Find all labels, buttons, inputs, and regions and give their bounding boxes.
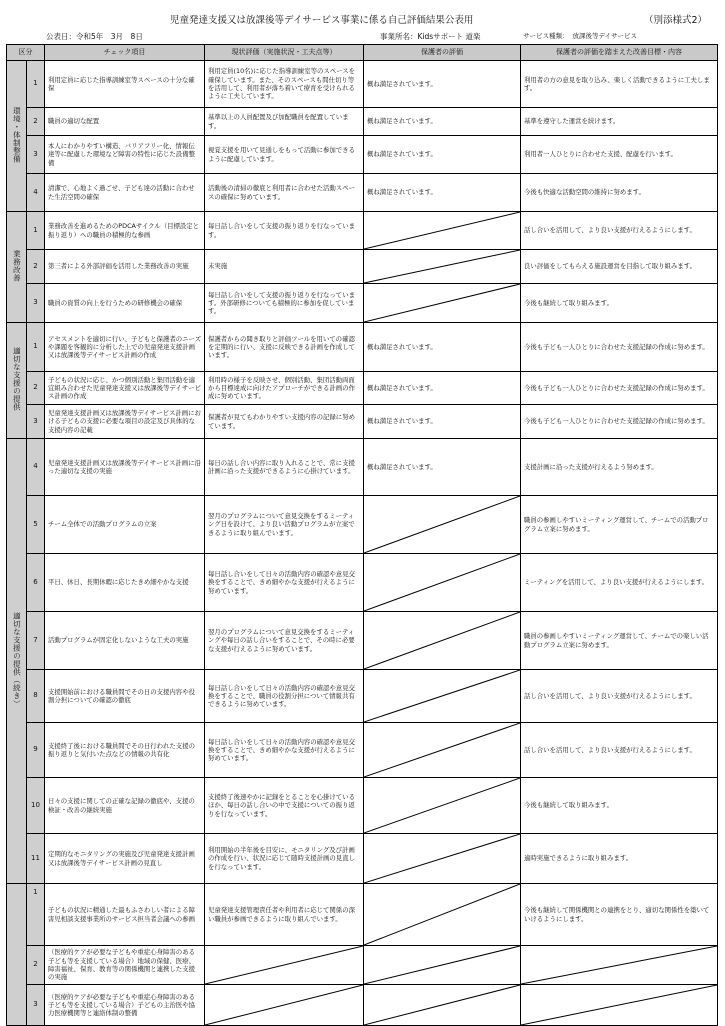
diagonal-slash-icon (364, 284, 520, 322)
table-row (7, 250, 718, 284)
improvement-goal: 利用者の方の意見を取り込み、楽しく活動できるように工夫します。 (521, 61, 718, 108)
guardian-evaluation-empty (364, 612, 521, 670)
improvement-goal: 今後も子ども一人ひとりに合わせた支援記録の作成に努めます。 (521, 405, 718, 439)
guardian-evaluation-empty (364, 212, 521, 250)
improvement-goal: 今後も継続して取り組みます。 (521, 284, 718, 323)
diagonal-slash-icon (364, 985, 520, 1025)
published-label: 公表日： (46, 32, 76, 41)
improvement-goal: 今後も快適な活動空間の維持に努めます。 (521, 174, 718, 212)
table-row (7, 108, 718, 136)
table-row (7, 778, 718, 834)
office-value: Kidsサポート 道楽 (417, 32, 481, 41)
check-item: 子どもの状況に精通した最もふさわしい者による障害児相談支援事業所のサービス担当者会議への参画 (45, 884, 205, 946)
table-row (7, 405, 718, 439)
category-cell-empty (7, 884, 27, 1026)
row-number: 2 (27, 250, 45, 284)
check-item: 平日、休日、長期休暇に応じたきめ細やかな支援 (45, 554, 205, 612)
current-evaluation: 毎日話し合いをして支援の振り返りを行なっています。 (205, 212, 364, 250)
improvement-goal: ミーティングを活用して、より良い支援が行えるようにします。 (521, 554, 718, 612)
check-item: チーム全体での活動プログラムの立案 (45, 496, 205, 554)
improvement-goal: 職員の参画しやすいミーティング運営して、チームでの活動プログラム立案に努めます。 (521, 496, 718, 554)
diagonal-slash-icon (205, 985, 363, 1025)
improvement-goal: 話し合いを活用して、より良い支援が行えるようにします。 (521, 212, 718, 250)
check-item: 活動プログラムが固定化しないような工夫の実施 (45, 612, 205, 670)
guardian-evaluation: 概ね満足されています。 (364, 405, 521, 439)
table-row (7, 723, 718, 778)
category-cell (7, 439, 27, 884)
guardian-evaluation: 概ね満足されています。 (364, 372, 521, 405)
guardian-evaluation-empty (364, 496, 521, 554)
diagonal-slash-icon (364, 834, 520, 883)
improvement-goal-empty (521, 946, 718, 985)
current-evaluation: 支援終了後速やかに記録をとることを心掛けているほか、毎日の話し合いの中で支援についての振り返りを行なっています。 (205, 778, 364, 834)
document-meta (0, 31, 725, 43)
diagonal-slash-icon (364, 496, 520, 553)
row-number: 10 (27, 778, 45, 834)
document-title: 児童発達支援又は放課後等デイサービス事業に係る自己評価結果公表用 (170, 15, 474, 26)
current-evaluation: 保護者が見てもわかりやすい支援内容の記録に努めています。 (205, 405, 364, 439)
check-item: 職員の資質の向上を行うための研修機会の確保 (45, 284, 205, 323)
diagonal-slash-icon (364, 554, 520, 611)
improvement-goal: 話し合いを活用して、より良い支援が行えるようにします。 (521, 670, 718, 723)
current-evaluation: 毎日話し合いをして日々の活動内容の確認や意見交換をすることで、職員の役割分担について情報共有できるように努めています。 (205, 670, 364, 723)
current-evaluation: 毎日話し合いをして日々の活動内容の確認や意見交換をすることで、きめ細やかな支援が行えるように努めています。 (205, 554, 364, 612)
row-number: 2 (27, 108, 45, 136)
guardian-evaluation: 概ね満足されています。 (364, 61, 521, 108)
table-row (7, 372, 718, 405)
improvement-goal: 職員の参画しやすいミーティング運営して、チームでの楽しい活動プログラム立案に努めます。 (521, 612, 718, 670)
improvement-goal: 今後も継続して関係機関との連携をとり、適切な関係性を築いていけるようにします。 (521, 884, 718, 946)
row-number: 3 (27, 136, 45, 174)
header-improvement: 保護者の評価を踏まえた改善目標・内容 (521, 45, 718, 61)
improvement-goal: 話し合いを活用して、より良い支援が行えるようにします。 (521, 723, 718, 778)
improvement-goal: 今後も継続して取り組みます。 (521, 778, 718, 834)
guardian-evaluation: 概ね満足されています。 (364, 174, 521, 212)
table-row (7, 284, 718, 323)
row-number: 11 (27, 834, 45, 884)
guardian-evaluation-empty (364, 284, 521, 323)
diagonal-slash-icon (364, 212, 520, 249)
guardian-evaluation-empty (364, 778, 521, 834)
office-name (380, 31, 481, 42)
category-label: 業務改善 (12, 249, 22, 282)
improvement-goal: 支援計画に沿った支援が行えるよう努めます。 (521, 439, 718, 496)
service-label: サービス種類： (523, 32, 569, 40)
table-row (7, 834, 718, 884)
office-label: 事業所名： (380, 32, 418, 41)
improvement-goal: 利用者一人ひとりに合わせた支援、配慮を行います。 (521, 136, 718, 174)
header-guardian: 保護者の評価 (364, 45, 521, 61)
table-row (7, 884, 718, 946)
check-item: 定期的なモニタリングの実施及び児童発達支援計画又は放課後等デイサービス計画の見直し (45, 834, 205, 884)
check-item: 職員の適切な配置 (45, 108, 205, 136)
current-evaluation: 視覚支援を用いて見通しをもって活動に参加できるように配慮しています。 (205, 136, 364, 174)
check-item: 業務改善を進めるためのPDCAサイクル（目標設定と振り返り）への職員の積極的な参画 (45, 212, 205, 250)
guardian-evaluation-empty (364, 834, 521, 884)
category-cell (7, 323, 27, 439)
current-evaluation: 活動後の清掃の徹底と利用者に合わせた活動スペースの確保に努めています。 (205, 174, 364, 212)
current-evaluation: 利用開始の半年後を目安に、モニタリング及び計画の作成を行い、状況に応じて随時支援計画の見直しを行なっています。 (205, 834, 364, 884)
service-type (523, 31, 637, 40)
check-item: 児童発達支援計画又は放課後等デイサービス計画に沿った適切な支援の実施 (45, 439, 205, 496)
diagonal-slash-icon (205, 946, 363, 984)
current-evaluation: 利用定員(10名)に応じた指導訓練室等のスペースを確保しています。また、そのスペースも間仕切り等を活用して、利用者が落ち着いて療育を受けられるように工夫しています。 (205, 61, 364, 108)
current-evaluation: 児童発達支援管理責任者や利用者に応じて関係の深い職員が参画できるように取り組んでいます。 (205, 884, 364, 946)
diagonal-slash-icon (364, 670, 520, 722)
service-value: 放課後等デイサービス (572, 32, 638, 40)
guardian-evaluation-empty (364, 985, 521, 1026)
row-number: 1 (27, 884, 45, 946)
category-cell (7, 212, 27, 323)
diagonal-slash-icon (364, 723, 520, 777)
check-item: 利用定員に応じた指導訓練室等スペースの十分な確保 (45, 61, 205, 108)
table-row (7, 670, 718, 723)
row-number: 2 (27, 372, 45, 405)
guardian-evaluation: 概ね満足されています。 (364, 108, 521, 136)
row-number: 3 (27, 405, 45, 439)
table-row (7, 136, 718, 174)
improvement-goal: 今後も子ども一人ひとりに合わせた支援記録の作成に努めます。 (521, 372, 718, 405)
current-evaluation: 毎日話し合いをして支援の振り返りを行なっています。外部研修についても積極的に参加を促しています。 (205, 284, 364, 323)
table-row (7, 323, 718, 372)
row-number: 4 (27, 174, 45, 212)
category-label: 適切な支援の提供（続き） (12, 611, 22, 708)
category-label: 適切な支援の提供 (12, 347, 22, 412)
published-date (46, 31, 143, 42)
check-item: アセスメントを適切に行い、子どもと保護者のニーズや課題を客観的に分析した上での児童発達支援計画又は放課後等デイサービス計画の作成 (45, 323, 205, 372)
check-item: 支援終了後における職員間でその日行われた支援の振り返りと気付いた点などの情報の共有化 (45, 723, 205, 778)
current-evaluation: 保護者からの聞き取りと評価ツールを用いての確認を定期的に行い、支援に反映できる計画を作成しています。 (205, 323, 364, 372)
row-number: 2 (27, 946, 45, 985)
guardian-evaluation-empty (364, 884, 521, 946)
table-row (7, 61, 718, 108)
current-evaluation-empty (205, 985, 364, 1026)
table-row (7, 439, 718, 496)
row-number: 5 (27, 496, 45, 554)
check-item: 日々の支援に関しての正確な記録の徹底や、支援の検証・改善の継続実施 (45, 778, 205, 834)
row-number: 6 (27, 554, 45, 612)
guardian-evaluation: 概ね満足されています。 (364, 439, 521, 496)
diagonal-slash-icon (521, 985, 717, 1025)
row-number: 3 (27, 985, 45, 1026)
diagonal-slash-icon (364, 612, 520, 669)
table-row (7, 612, 718, 670)
header-check-item: チェック項目 (45, 45, 205, 61)
table-header-row (7, 45, 718, 61)
guardian-evaluation-empty (364, 670, 521, 723)
header-category: 区分 (7, 45, 45, 61)
diagonal-slash-icon (364, 778, 520, 833)
improvement-goal: 適時実施できるように取り組みます。 (521, 834, 718, 884)
current-evaluation: 利用時の様子を反映させ、個別活動、集団活動両面から目標達成に向けたアプローチができる計画の作成に努めています。 (205, 372, 364, 405)
check-item: （医療的ケアが必要な子どもや重症心身障害のある子ども等を支援している場合）子どもの主治医や協力医療機関等と連絡体制の整備 (45, 985, 205, 1026)
check-item: 第三者による外部評価を活用した業務改善の実施 (45, 250, 205, 284)
row-number: 4 (27, 439, 45, 496)
current-evaluation-empty (205, 946, 364, 985)
guardian-evaluation-empty (364, 554, 521, 612)
form-number: （別添様式2） (643, 15, 707, 26)
category-label: 環境・体制整備 (12, 106, 22, 163)
improvement-goal: 基準を遵守した運営を続けます。 (521, 108, 718, 136)
row-number: 1 (27, 323, 45, 372)
table-row (7, 174, 718, 212)
row-number: 1 (27, 212, 45, 250)
current-evaluation: 翌月のプログラムについて意見交換をするミーティングや毎日の話し合いをすることで、その時に必要な支援が行えるように努めています。 (205, 612, 364, 670)
check-item: 児童発達支援計画又は放課後等デイサービス計画における子どもの支援に必要な項目の設定及び具体的な支援内容の記載 (45, 405, 205, 439)
diagonal-slash-icon (521, 946, 717, 984)
table-row (7, 212, 718, 250)
current-evaluation: 未実施 (205, 250, 364, 284)
guardian-evaluation: 概ね満足されています。 (364, 323, 521, 372)
check-item: 子どもの状況に応じ、かつ個別活動と集団活動を適宜組み合わせた児童発達支援又は放課後等デイサービス計画の作成 (45, 372, 205, 405)
document-header (0, 12, 725, 26)
table-row (7, 554, 718, 612)
row-number: 1 (27, 61, 45, 108)
row-number: 7 (27, 612, 45, 670)
check-item: 支援開始前における職員間でその日の支援内容や役割分担についての確認の徹底 (45, 670, 205, 723)
current-evaluation: 毎日の話し合い内容に取り入れることで、常に支援計画に沿った支援ができるように心掛けています。 (205, 439, 364, 496)
row-number: 3 (27, 284, 45, 323)
diagonal-slash-icon (364, 884, 520, 945)
header-current: 現状評価（実施状況・工夫点等） (205, 45, 364, 61)
diagonal-slash-icon (364, 250, 520, 283)
table-row (7, 946, 718, 985)
diagonal-slash-icon (364, 946, 520, 984)
improvement-goal: 良い評価をしてもらえる施設運営を目指して取り組みます。 (521, 250, 718, 284)
row-number: 9 (27, 723, 45, 778)
row-number: 8 (27, 670, 45, 723)
guardian-evaluation-empty (364, 946, 521, 985)
table-body (7, 61, 718, 1026)
current-evaluation: 翌月のプログラムについて意見交換をするミーティング日を設けて、より良い活動プログラムが立案できるように取り組んでいます。 (205, 496, 364, 554)
improvement-goal: 今後も子ども一人ひとりに合わせた支援記録の作成に努めます。 (521, 323, 718, 372)
guardian-evaluation: 概ね満足されています。 (364, 136, 521, 174)
improvement-goal-empty (521, 985, 718, 1026)
check-item: 清潔で、心地よく過ごせ、子ども達の活動に合わせた生活空間の確保 (45, 174, 205, 212)
category-cell (7, 61, 27, 212)
evaluation-table (6, 44, 718, 1026)
table-row (7, 985, 718, 1026)
guardian-evaluation-empty (364, 723, 521, 778)
current-evaluation: 毎日話し合いをして日々の活動内容の確認や意見交換をすることで、きめ細やかな支援が行えるように努めています。 (205, 723, 364, 778)
current-evaluation: 基準以上の人員配置及び加配職員を配置しています。 (205, 108, 364, 136)
guardian-evaluation-empty (364, 250, 521, 284)
check-item: （医療的ケアが必要な子どもや重症心身障害のある子ども等を支援している場合）地域の保健、医療、障害福祉、保育、教育等の関係機関と連携した支援の実施 (45, 946, 205, 985)
published-value: 令和5年 3月 8日 (76, 32, 143, 41)
table-row (7, 496, 718, 554)
check-item: 本人にわかりやすい構造、バリアフリー化、情報伝達等に配慮した環境など障害の特性に応じた設備整備 (45, 136, 205, 174)
